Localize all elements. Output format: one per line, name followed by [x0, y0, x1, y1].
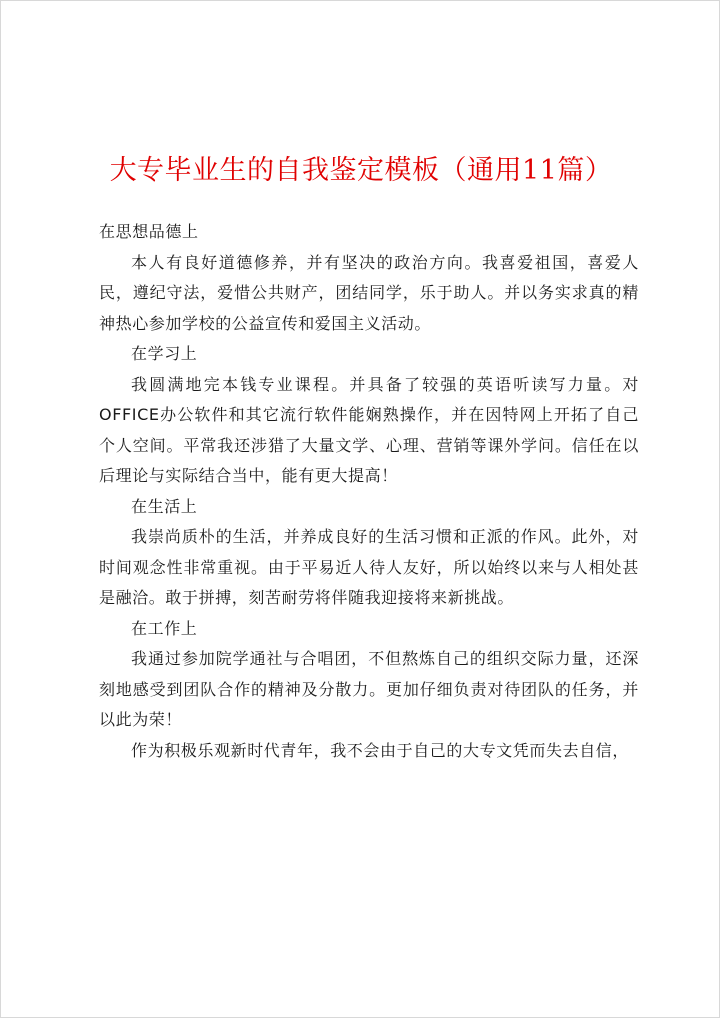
section-heading-ideology: 在思想品德上 — [99, 222, 199, 241]
paragraph-conclusion: 作为积极乐观新时代青年，我不会由于自己的大专文凭而失去自信， — [131, 740, 630, 760]
document-body — [99, 217, 639, 766]
section-heading-study: 在学习上 — [131, 344, 198, 363]
document-title: 大专毕业生的自我鉴定模板（通用11篇） — [109, 155, 613, 186]
paragraph-study: 我圆满地完本钱专业课程。并具备了较强的英语听读写力量。对OFFICE办公软件和其它流行软件能娴熟操作，并在因特网上开拓了自己个人空间。平常我还涉猎了大量文学、心理、营销等课外学问。信任在以后理论与实际结合当中，能有更大提高！ — [99, 374, 639, 485]
section-heading-life: 在生活上 — [131, 496, 198, 516]
paragraph-work: 我通过参加院学通社与合唱团，不但熬炼自己的组织交际力量，还深刻地感受到团队合作的精神及分散力。更加仔细负责对待团队的任务，并以此为荣！ — [99, 649, 639, 729]
paragraph-life: 我崇尚质朴的生活，并养成良好的生活习惯和正派的作风。此外，对时间观念性非常重视。由于平易近人待人友好，所以始终以来与人相处甚是融洽。敢于拼搏，刻苦耐劳将伴随我迎接将来新挑战。 — [99, 527, 639, 607]
paragraph-ideology: 本人有良好道德修养，并有坚决的政治方向。我喜爱祖国，喜爱人民，遵纪守法，爱惜公共财产，团结同学，乐于助人。并以务实求真的精神热心参加学校的公益宣传和爱国主义活动。 — [99, 252, 639, 333]
section-heading-work: 在工作上 — [131, 618, 198, 638]
